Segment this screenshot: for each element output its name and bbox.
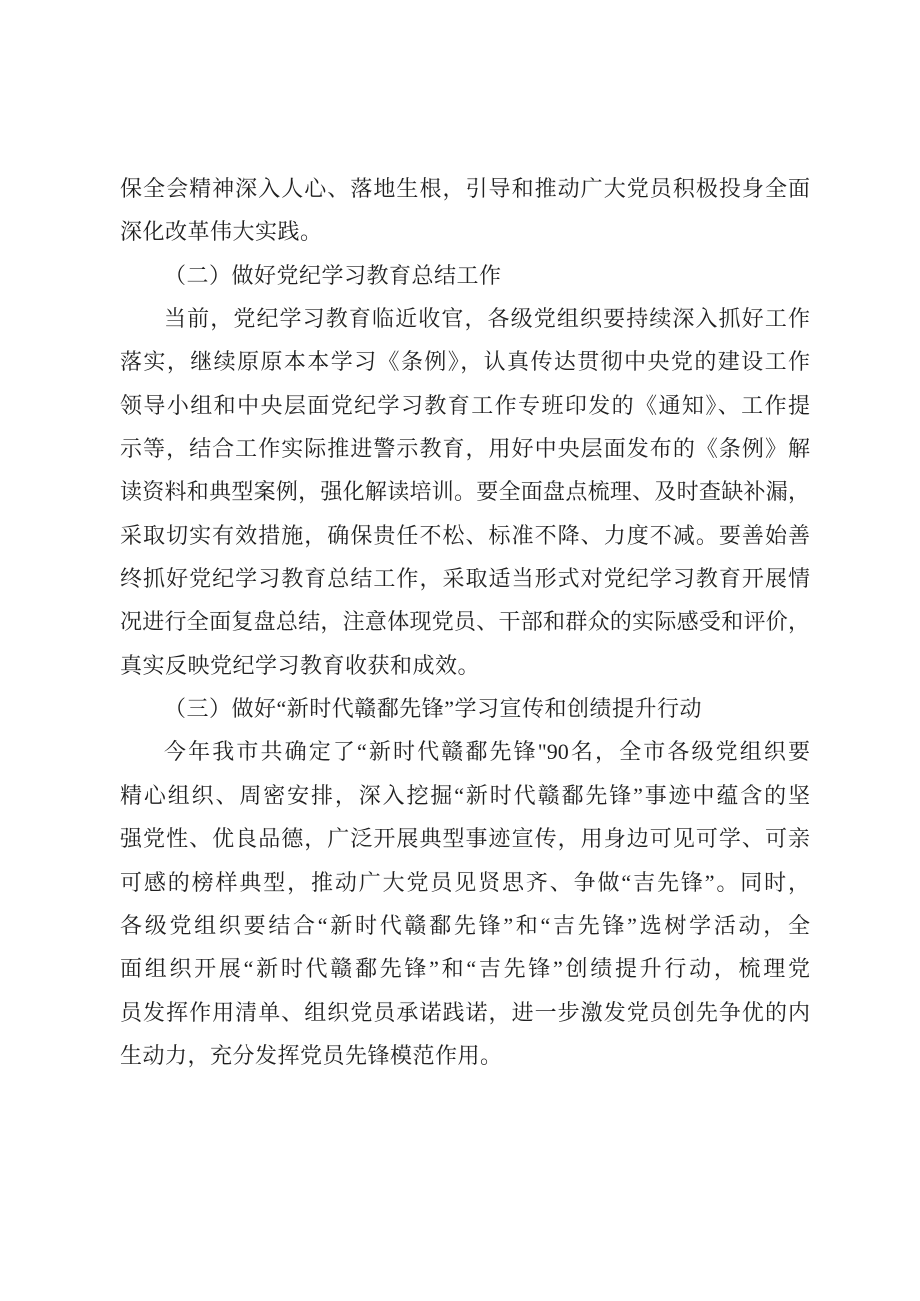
text-line: 落实，继续原原本本学习《条例》，认真传达贯彻中央党的建设工作 [120,349,810,375]
text-line: 面组织开展“新时代赣鄱先锋”和“吉先锋”创绩提升行动，梳理党 [120,956,810,982]
text-line: 况进行全面复盘总结，注意体现党员、干部和群众的实际感受和评价， [120,609,810,635]
section-heading: （三）做好“新时代赣鄱先锋”学习宣传和创绩提升行动 [164,696,703,722]
text-line: 强党性、优良品德，广泛开展典型事迹宣传，用身边可见可学、可亲 [120,826,810,852]
text-line: 深化改革伟大实践。 [120,219,323,245]
text-line: 终抓好党纪学习教育总结工作，采取适当形式对党纪学习教育开展情 [120,566,810,592]
text-line: 示等，结合工作实际推进警示教育，用好中央层面发布的《条例》解 [120,436,810,462]
text-line: 真实反映党纪学习教育收获和成效。 [120,652,481,678]
section-heading: （二）做好党纪学习教育总结工作 [164,262,502,288]
text-line: 可感的榜样典型，推动广大党员见贤思齐、争做“吉先锋”。同时， [120,869,810,895]
text-line: 员发挥作用清单、组织党员承诺践诺，进一步激发党员创先争优的内 [120,999,810,1025]
text-line: 生动力，充分发挥党员先锋模范作用。 [120,1042,503,1068]
text-line: 读资料和典型案例，强化解读培训。要全面盘点梳理、及时查缺补漏， [120,479,810,505]
document-text-area [120,167,810,1077]
text-line: 采取切实有效措施，确保贵任不松、标准不降、力度不减。要善始善 [120,522,810,548]
text-line: 保全会精神深入人心、落地生根，引导和推动广大党员积极投身全面 [120,176,810,201]
text-line: 今年我市共确定了“新时代赣鄱先锋"90名，全市各级党组织要 [164,739,810,765]
text-lines [120,167,810,1077]
text-line: 精心组织、周密安排，深入挖掘“新时代赣鄱先锋”事迹中蕴含的坚 [120,782,810,808]
text-line: 领导小组和中央层面党纪学习教育工作专班印发的《通知》、工作提 [120,392,810,418]
text-line: 当前，党纪学习教育临近收官，各级党组织要持续深入抓好工作 [164,306,810,332]
text-line: 各级党组织要结合“新时代赣鄱先锋”和“吉先锋”选树学活动，全 [120,912,810,938]
